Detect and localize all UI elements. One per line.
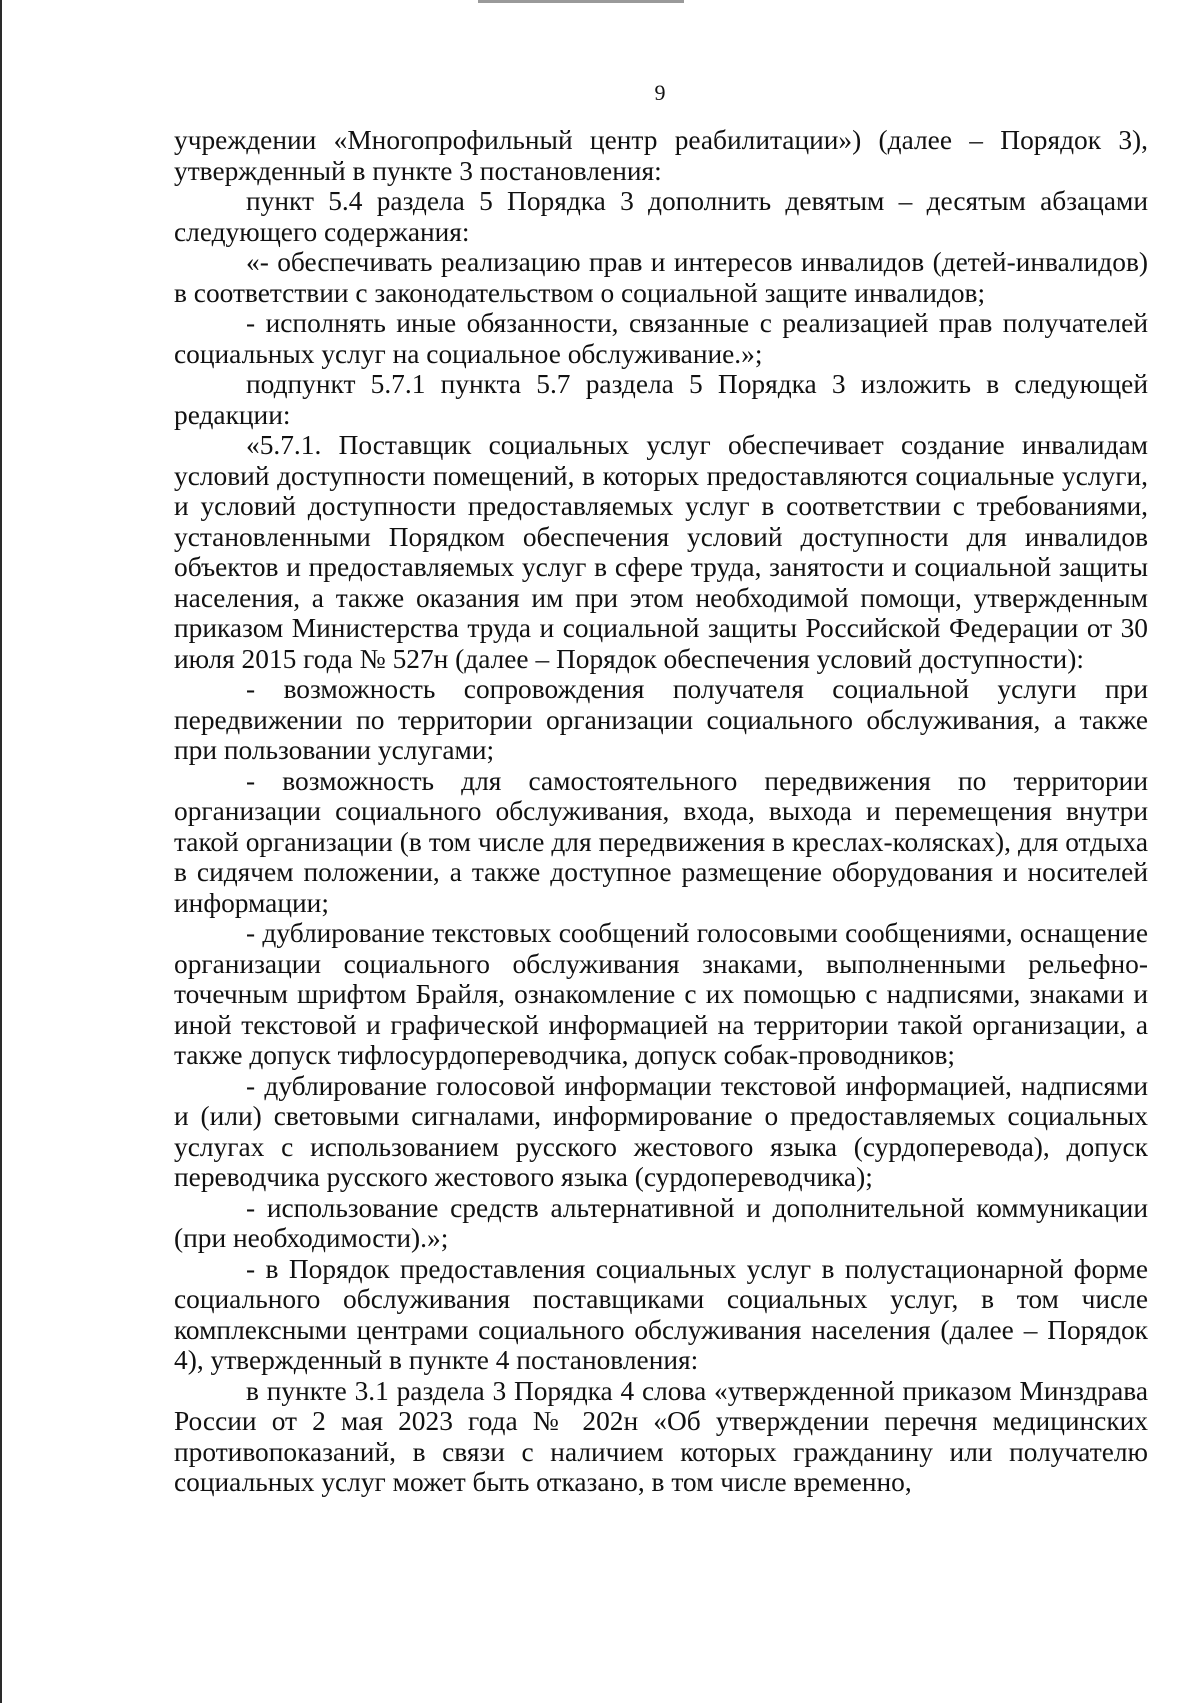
paragraph-accompaniment: - возможность сопровождения получателя социальной услуги при передвижении по территории организации социального обслуживания, а также при пользовании услугами; xyxy=(174,674,1148,765)
paragraph-continuation: учреждении «Многопрофильный центр реабилитации») (далее – Порядок 3), утвержденный в пункте 3 постановления: xyxy=(174,125,1148,186)
paragraph-alternative-communication: - использование средств альтернативной и дополнительной коммуникации (при необходимости).»; xyxy=(174,1192,1148,1253)
paragraph-quote-rights: «- обеспечивать реализацию прав и интересов инвалидов (детей-инвалидов) в соответствии с законодательством о социальной защите инвалидов; xyxy=(174,247,1148,308)
paragraph-item-3-1: в пункте 3.1 раздела 3 Порядка 4 слова «утвержденной приказом Минздрава России от 2 мая 2023 года № 202н «Об утверждении перечня медицинских противопоказаний, в связи с наличием которых гражданину или получателю социальных услуг может быть отказано, в том числе временно, xyxy=(174,1375,1148,1497)
page-number: 9 xyxy=(654,80,666,105)
paragraph-quote-5-7-1: «5.7.1. Поставщик социальных услуг обеспечивает создание инвалидам условий доступности помещений, в которых предоставляются социальные услуги, и условий доступности предоставляемых услуг в соответствии с требованиями, установленными Порядком обеспечения условий доступности для инвалидов объектов и предоставляемых услуг в сфере труда, занятости и социальной защиты населения, а также оказания им при этом необходимой помощи, утвержденным приказом Министерства труда и социальной защиты Российской Федерации от 30 июля 2015 года № 527н (далее – Порядок обеспечения условий доступности): xyxy=(174,430,1148,674)
paragraph-item-5-4: пункт 5.4 раздела 5 Порядка 3 дополнить девятым – десятым абзацами следующего содержания: xyxy=(174,186,1148,247)
paragraph-text-to-voice: - дублирование текстовых сообщений голосовыми сообщениями, оснащение организации социального обслуживания знаками, выполненными рельефно-точечным шрифтом Брайля, ознакомление с их помощью с надписями, знаками и иной текстовой и графической информацией на территории такой организации, а также допуск тифлосурдопереводчика, допуск собак-проводников; xyxy=(174,918,1148,1070)
paragraph-procedure-4: - в Порядок предоставления социальных услуг в полустационарной форме социального обслуживания поставщиками социальных услуг, в том числе комплексными центрами социального обслуживания населения (далее – Порядок 4), утвержденный в пункте 4 постановления: xyxy=(174,1253,1148,1375)
paragraph-subitem-5-7-1: подпункт 5.7.1 пункта 5.7 раздела 5 Порядка 3 изложить в следующей редакции: xyxy=(174,369,1148,430)
paragraph-independent-movement: - возможность для самостоятельного передвижения по территории организации социального обслуживания, входа, выхода и перемещения внутри такой организации (в том числе для передвижения в креслах-колясках), для отдыха в сидячем положении, а также доступное размещение оборудования и носителей информации; xyxy=(174,765,1148,918)
scan-edge-line xyxy=(0,0,2,1703)
paragraph-quote-duties: - исполнять иные обязанности, связанные с реализацией прав получателей социальных услуг на социальное обслуживание.»; xyxy=(174,308,1148,369)
top-scan-mark xyxy=(478,0,684,3)
document-body xyxy=(174,125,1148,1498)
paragraph-voice-to-text: - дублирование голосовой информации текстовой информацией, надписями и (или) световыми сигналами, информирование о предоставляемых социальных услугах с использованием русского жестового языка (сурдоперевода), допуск переводчика русского жестового языка (сурдопереводчика); xyxy=(174,1070,1148,1192)
